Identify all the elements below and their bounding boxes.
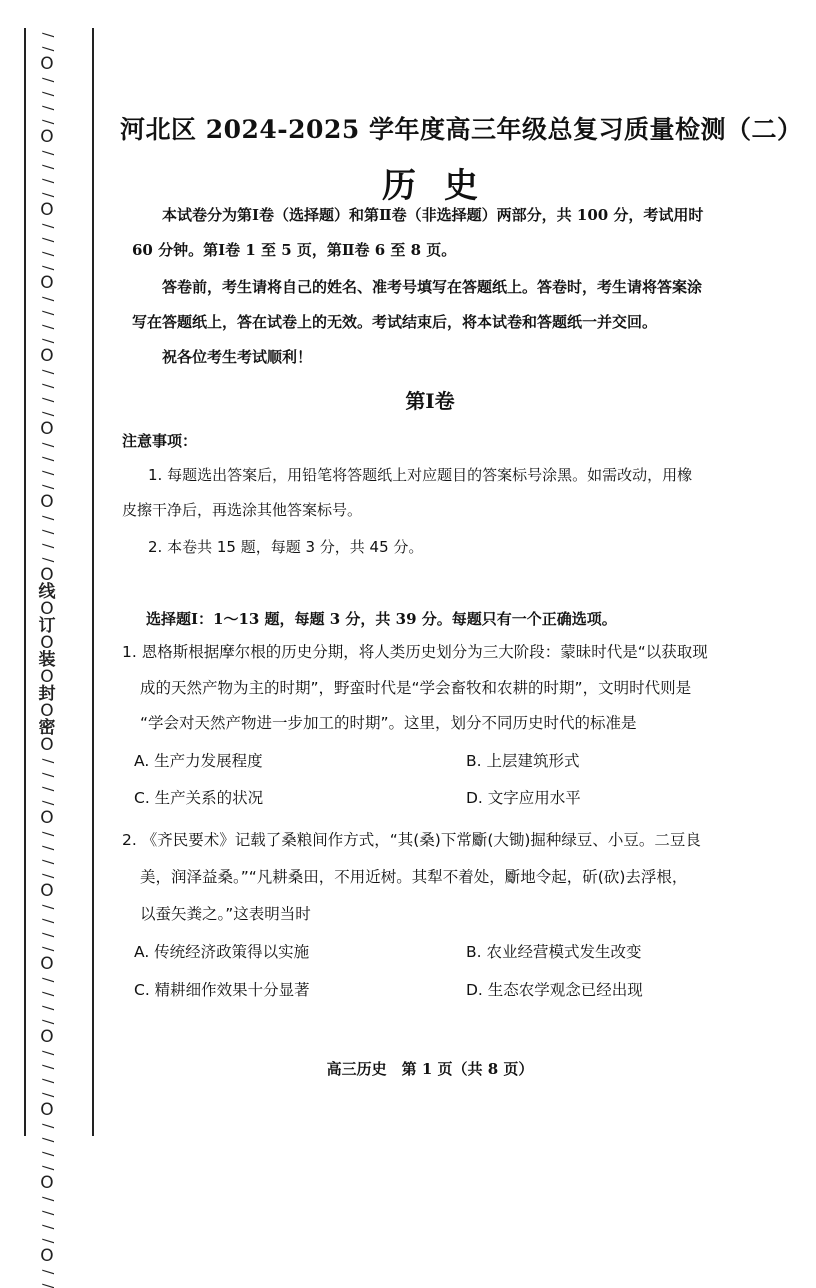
binding-slash: / [39,397,55,403]
binding-slash: / [39,310,55,316]
q1-option-c: C. 生产关系的状况 [134,789,264,807]
notes-heading: 注意事项： [122,432,198,450]
binding-slash: / [39,1005,55,1011]
q1-line2: 成的天然产物为主的时期”，野蛮时代是“学会畜牧和农耕的时期”，文明时代则是 [140,679,692,697]
binding-circle: O [40,1027,54,1047]
subject-title: 历史 [382,166,506,206]
intro-p3: 祝各位考生考试顺利！ [162,348,313,366]
q2-option-d: D. 生态农学观念已经出现 [466,981,643,999]
binding-slash: / [39,977,55,983]
binding-circle: O [40,667,54,687]
binding-circle: O [40,200,54,220]
binding-circle: O [40,1246,54,1266]
binding-circle: O [40,633,54,653]
binding-slash: / [39,1165,55,1171]
binding-slash: / [39,1283,55,1288]
binding-slash: / [39,758,55,764]
binding-slash: / [39,1151,55,1157]
intro-p1-line2: 60 分钟。第Ⅰ卷 1 至 5 页，第Ⅱ卷 6 至 8 页。 [132,241,457,259]
binding-slash: / [39,164,55,170]
binding-slash: / [39,1050,55,1056]
binding-slash: / [39,772,55,778]
intro-p2-line2: 写在答题纸上，答在试卷上的无效。考试结束后，将本试卷和答题纸一并交回。 [132,313,658,331]
binding-slash: / [39,831,55,837]
binding-circle: O [40,54,54,74]
binding-slash: / [39,91,55,97]
choice-header: 选择题Ⅰ：1～13 题，每题 3 分，共 39 分。每题只有一个正确选项。 [146,610,617,628]
binding-slash: / [39,859,55,865]
binding-slash: / [39,1123,55,1129]
binding-circle: O [40,127,54,147]
q2-line2: 美，润泽益桑。”“凡耕桑田，不用近树。其犁不着处，斸地令起，斫(砍)去浮根， [140,868,688,886]
binding-slash: / [39,46,55,52]
binding-slash: / [39,119,55,125]
binding-slash: / [39,543,55,549]
binding-slash: / [39,873,55,879]
binding-slash: / [39,237,55,243]
binding-slash: / [39,1196,55,1202]
binding-slash: / [39,1092,55,1098]
binding-circle: O [40,419,54,439]
q2-option-c: C. 精耕细作效果十分显著 [134,981,310,999]
q1-line3: “学会对天然产物进一步加工的时期”。这里，划分不同历史时代的标准是 [140,714,637,732]
binding-word: 装 [38,650,56,670]
binding-slash: / [39,178,55,184]
binding-circle: O [40,954,54,974]
note1-line1: 1. 每题选出答案后，用铅笔将答题纸上对应题目的答案标号涂黑。如需改动，用橡 [148,466,693,484]
binding-circle: O [40,492,54,512]
q1-option-a: A. 生产力发展程度 [134,752,263,770]
binding-slash: / [39,918,55,924]
binding-word: 订 [38,616,56,636]
binding-slash: / [39,1019,55,1025]
q2-line3: 以蚕矢粪之。”这表明当时 [140,905,311,923]
note1-line2: 皮擦干净后，再选涂其他答案标号。 [122,501,363,519]
binding-slash: / [39,192,55,198]
binding-slash: / [39,484,55,490]
binding-slash: / [39,105,55,111]
binding-slash: / [39,411,55,417]
binding-slash: / [39,1224,55,1230]
binding-slash: / [39,786,55,792]
binding-circle: O [40,881,54,901]
note2: 2. 本卷共 15 题，每题 3 分，共 45 分。 [148,538,424,556]
binding-line-right [92,28,94,1136]
page-footer: 高三历史 第 1 页（共 8 页） [326,1060,534,1078]
q1-option-b: B. 上层建筑形式 [466,752,580,770]
q1-line1: 1. 恩格斯根据摩尔根的历史分期，将人类历史划分为三大阶段：蒙昧时代是“以获取现 [122,643,708,661]
intro-p1-line1: 本试卷分为第Ⅰ卷（选择题）和第Ⅱ卷（非选择题）两部分，共 100 分，考试用时 [162,206,704,224]
binding-slash: / [39,515,55,521]
binding-circle: O [40,346,54,366]
binding-slash: / [39,904,55,910]
q1-option-d: D. 文字应用水平 [466,789,581,807]
binding-slash: / [39,800,55,806]
binding-slash: / [39,296,55,302]
binding-slash: / [39,1238,55,1244]
binding-slash: / [39,223,55,229]
binding-circle: O [40,735,54,755]
binding-slash: / [39,1078,55,1084]
binding-slash: / [39,1269,55,1275]
binding-slash: / [39,1137,55,1143]
binding-strip [32,28,62,1288]
binding-slash: / [39,932,55,938]
binding-word: 封 [38,684,56,704]
binding-slash: / [39,946,55,952]
binding-slash: / [39,32,55,38]
binding-slash: / [39,338,55,344]
binding-slash: / [39,557,55,563]
binding-slash: / [39,324,55,330]
binding-word: 密 [38,718,56,738]
binding-slash: / [39,369,55,375]
intro-p2-line1: 答卷前，考生请将自己的姓名、准考号填写在答题纸上。答卷时，考生请将答案涂 [162,278,703,296]
binding-slash: / [39,442,55,448]
binding-slash: / [39,529,55,535]
binding-slash: / [39,1210,55,1216]
binding-line-left [24,28,26,1136]
binding-circle: O [40,565,54,585]
binding-slash: / [39,470,55,476]
binding-word: 线 [38,582,56,602]
binding-slash: / [39,991,55,997]
binding-circle: O [40,808,54,828]
binding-slash: / [39,265,55,271]
binding-circle: O [40,1173,54,1193]
binding-circle: O [40,1100,54,1120]
binding-circle: O [40,599,54,619]
binding-circle: O [40,701,54,721]
q2-option-a: A. 传统经济政策得以实施 [134,943,310,961]
exam-title: 河北区 2024-2025 学年度高三年级总复习质量检测（二） [120,115,803,144]
binding-slash: / [39,77,55,83]
binding-slash: / [39,1064,55,1070]
binding-circle: O [40,273,54,293]
binding-slash: / [39,456,55,462]
binding-slash: / [39,150,55,156]
section-title: 第Ⅰ卷 [405,389,455,413]
binding-slash: / [39,251,55,257]
q2-line1: 2. 《齐民要术》记载了桑粮间作方式，“其(桑)下常斸(大锄)掘种绿豆、小豆。二豆良 [122,831,701,849]
binding-slash: / [39,845,55,851]
q2-option-b: B. 农业经营模式发生改变 [466,943,642,961]
binding-slash: / [39,383,55,389]
